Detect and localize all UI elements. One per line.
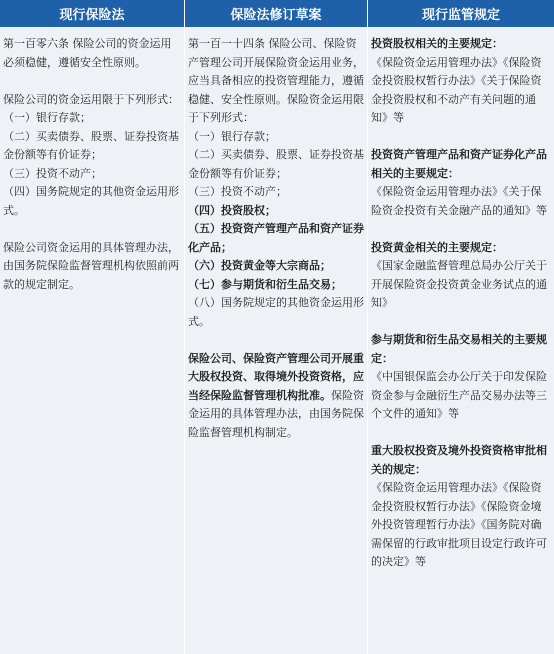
col3-section-body: 《保险资金运用管理办法》《关于保险资金投资有关金融产品的通知》等 [371,185,547,217]
header-revision-draft: 保险法修订草案 [184,0,367,27]
col3-section-body: 《中国银保监会办公厅关于印发保险资金参与金融衍生产品交易办法等三个文件的通知》等 [371,370,547,420]
col3-section-title: 投资资产管理产品和资产证券化产品相关的主要规定： [371,148,547,180]
col2-list-item-new: （五）投资资产管理产品和资产证券化产品； [188,222,364,254]
col2-list-item: （一）银行存款； [188,129,276,143]
col1-paragraph-3: 保险公司资金运用的具体管理办法，由国务院保险监督管理机构依照前两款的规定制定。 [3,240,179,291]
col2-paragraph-2-bold: 保险公司、保险资产管理公司开展重大股权投资、取得境外投资资格，应当经保险监督管理机构批准。 [188,351,364,402]
table-body-row [0,27,554,654]
column-current-regulations [367,27,554,654]
col2-list-item-new: （四）投资股权； [188,203,276,217]
col1-paragraph-2-intro: 保险公司的资金运用限于下列形式： [3,92,179,106]
col2-list-item: （三）投资不动产； [188,185,287,198]
col2-list-item-new: （七）参与期货和衍生品交易； [188,277,342,291]
col3-section-title: 参与期货和衍生品交易相关的主要规定： [371,333,547,365]
header-current-regulations: 现行监管规定 [367,0,554,27]
col2-list-item-new: （六）投资黄金等大宗商品； [188,259,331,272]
col2-paragraph-2-rest: 保险资金运用的具体管理办法，由国务院保险监督管理机构制定。 [188,388,364,439]
col3-section-title: 重大股权投资及境外投资资格审批相关的规定： [371,444,547,476]
table-header-row [0,0,554,27]
col3-section-body: 《保险资金运用管理办法》《保险资金投资股权暂行办法》《保险资金境外投资管理暂行办法》《国务院对确需保留的行政审批项目设定行政许可的决定》等 [371,481,547,568]
col3-section-title: 投资股权相关的主要规定： [371,37,503,50]
col2-list-item: （八）国务院规定的其他资金运用形式。 [188,296,364,328]
col1-list-item: （一）银行存款； [3,111,91,124]
column-current-law [0,27,184,654]
header-current-insurance-law: 现行保险法 [0,0,184,27]
col2-paragraph-2 [188,350,365,443]
col3-section-body: 《保险资金运用管理办法》《保险资金投资股权暂行办法》《关于保险资金投资股权和不动产有关问题的通知》等 [371,55,542,124]
col3-section-body: 《国家金融监督管理总局办公厅关于开展保险资金投资黄金业务试点的通知》 [371,259,547,309]
col3-section-title: 投资黄金相关的主要规定： [371,240,503,254]
col1-paragraph-1: 第一百零六条 保险公司的资金运用必须稳健，遵循安全性原则。 [3,37,172,69]
col2-list-item: （二）买卖债券、股票、证券投资基金份额等有价证券； [188,148,364,180]
col1-list-item: （二）买卖债券、股票、证券投资基金份额等有价证券； [3,129,179,161]
column-revision-draft [184,27,367,654]
col1-list-item: （三）投资不动产； [3,166,102,180]
col2-paragraph-1: 第一百一十四条 保险公司、保险资产管理公司开展保险资金运用业务，应当具备相应的投资管理能力，遵循稳健、安全性原则。保险资金运用限于下列形式： [188,37,364,124]
col1-list-item: （四）国务院规定的其他资金运用形式。 [3,185,179,217]
